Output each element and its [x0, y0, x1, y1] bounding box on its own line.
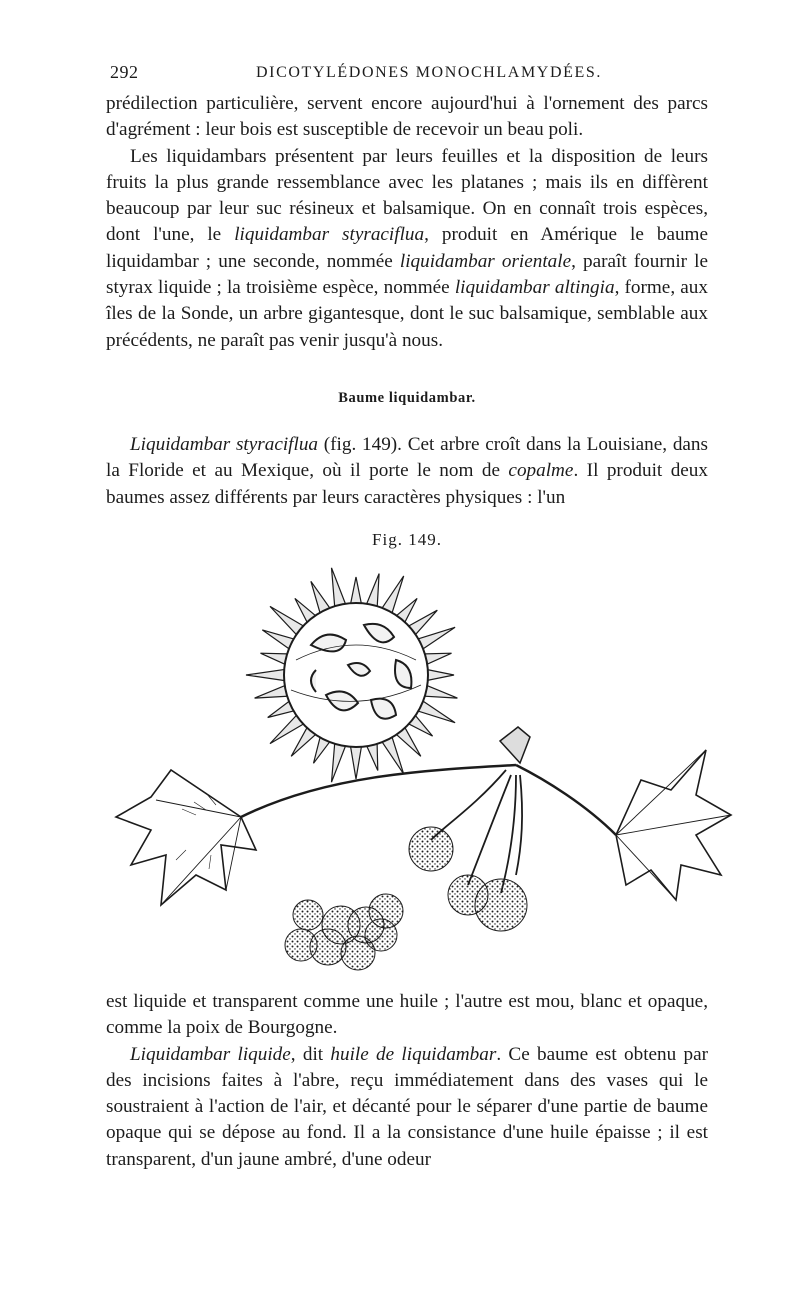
- spiky-fruit: [246, 568, 457, 782]
- species-name: liquidambar styraciflua: [234, 224, 425, 246]
- term: huile de liquidambar: [330, 1043, 497, 1065]
- text-block-bottom: [106, 989, 708, 1173]
- fruit-balls: [285, 827, 527, 970]
- leaf-left: [116, 770, 256, 905]
- running-title: DICOTYLÉDONES MONOCHLAMYDÉES.: [256, 64, 602, 81]
- page-number: 292: [110, 62, 139, 82]
- leaf-right: [616, 750, 731, 900]
- paragraph-two-balms: est liquide et transparent comme une huile ; l'autre est mou, blanc et opaque, comme la poix de Bourgogne.: [106, 991, 708, 1039]
- paragraph-continuation: prédilection particulière, servent encore aujourd'hui à l'ornement des parcs d'agrément : leur bois est susceptible de recevoir un beau poli.: [106, 93, 708, 141]
- fruit-spike: [246, 669, 288, 681]
- species-name: liquidambar altingia: [454, 277, 615, 299]
- text-block-top: [106, 91, 708, 354]
- species-name: liquidambar orientale: [399, 250, 572, 272]
- species-name: Liquidambar styraciflua: [130, 434, 319, 455]
- paragraph-liquidambar-liquide: Liquidambar liquide, dit huile de liquidambar. Ce baume est obtenu par des incisions faites à l'abre, reçu immédiatement dans des vases qui le soustraient à l'action de l'air, et décanté pour le séparer d'une partie de baume opaque qui se dépose au fond. Il a la consistance d'une huile épaisse ; il est transparent, d'un jaune ambré, d'une odeur: [106, 1043, 709, 1170]
- term: Liquidambar liquide: [130, 1043, 291, 1065]
- paragraph-styraciflua: Liquidambar styraciflua (fig. 149). Cet arbre croît dans la Louisiane, dans la Floride et au Mexique, où il porte le nom de copalme. Il produit deux baumes assez différents par leurs caractères physiques : l'un: [106, 434, 708, 508]
- figure-label: Fig. 149.: [372, 530, 442, 549]
- running-header: [106, 62, 706, 88]
- local-name: copalme: [508, 460, 574, 482]
- fruit-spike: [350, 743, 362, 779]
- figure-illustration: [96, 565, 736, 985]
- section-heading: Baume liquidambar.: [338, 390, 476, 406]
- text-block-middle: [106, 432, 708, 511]
- liquidambar-illustration: [96, 565, 736, 985]
- paragraph-liquidambars: Les liquidambars présentent par leurs feuilles et la disposition de leurs fruits la plus grande ressemblance avec les platanes ; mais ils en diffèrent beaucoup par leur suc résineux et balsamique. On en connaît trois espèces, dont l'une, le liquidambar styraciflua, produit en Amérique le baume liquidambar ; une seconde, nommée liquidambar orientale, paraît fournir le styrax liquide ; la troisième espèce, nommée liquidambar altingia, forme, aux îles de la Sonde, un arbre gigantesque, dont le suc balsamique, semblable aux précédents, ne paraît pas venir jusqu'à nous.: [106, 145, 709, 351]
